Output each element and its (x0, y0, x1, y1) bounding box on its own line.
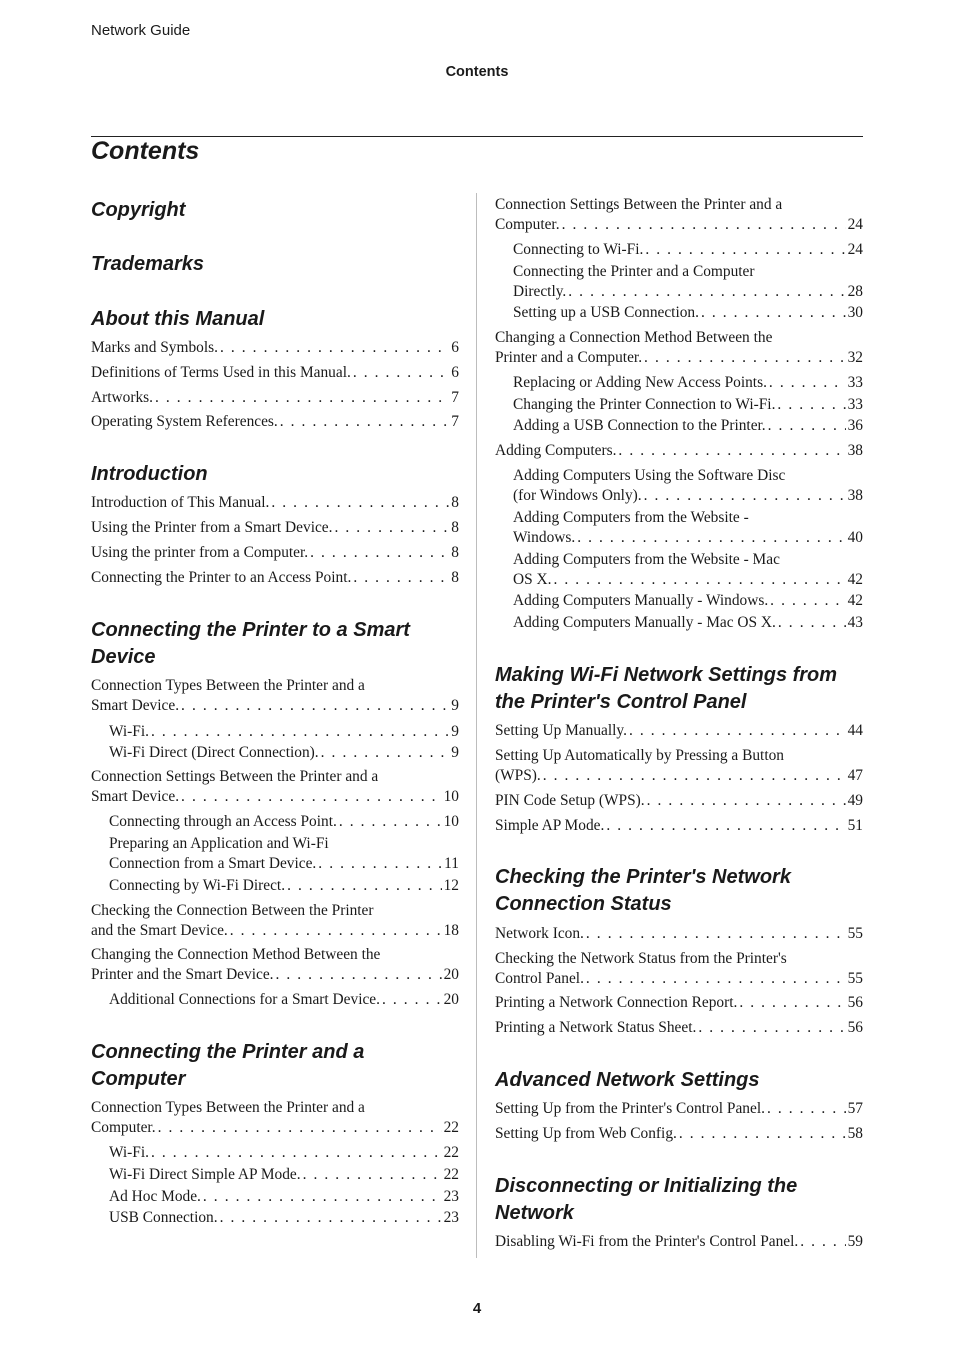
header-rule (91, 136, 863, 137)
toc-entry-text: Checking the Network Status from the Printer's (495, 950, 787, 967)
toc-entry-text: Simple AP Mode. (495, 817, 605, 834)
toc-page-number: 32 (847, 349, 863, 366)
leader-dots (627, 721, 846, 741)
toc-entry-text: Setting Up Automatically by Pressing a Button (495, 747, 784, 764)
toc-heading-trademarks[interactable]: Trademarks (91, 253, 205, 275)
heading-line: Device (91, 646, 156, 668)
toc-entry-text: OS X. (513, 571, 552, 588)
heading-line: Making Wi-Fi Network Settings from (495, 664, 838, 686)
toc-entry-text: Connection Types Between the Printer and a (91, 1099, 365, 1116)
toc-subentry[interactable] (513, 416, 863, 436)
leader-dots (179, 696, 449, 716)
leader-dots (351, 568, 449, 588)
toc-entry[interactable] (91, 568, 459, 588)
toc-entry-text: Computer. (495, 216, 560, 233)
leader-dots (645, 791, 846, 811)
toc-page-number: 22 (443, 1166, 459, 1183)
toc-entry[interactable] (495, 816, 863, 836)
toc-page-number: 10 (443, 813, 459, 830)
leader-dots (153, 388, 449, 408)
toc-subentry[interactable] (109, 990, 459, 1010)
toc-subentry[interactable] (109, 722, 459, 742)
toc-page-number: 38 (847, 442, 863, 459)
toc-page-number: 8 (451, 569, 459, 586)
toc-page-number: 30 (847, 304, 863, 321)
leader-dots (798, 1232, 845, 1252)
toc-entry-text: Additional Connections for a Smart Device. (109, 991, 380, 1008)
toc-entry-text: Replacing or Adding New Access Points. (513, 374, 767, 391)
toc-heading-introduction[interactable]: Introduction (91, 463, 208, 485)
toc-entry-text: Adding Computers Using the Software Disc (513, 467, 786, 484)
toc-page-number: 43 (847, 614, 863, 631)
toc-page-number: 18 (443, 922, 459, 939)
toc-subentry[interactable] (109, 834, 459, 874)
leader-dots (765, 1099, 846, 1119)
leader-dots (643, 240, 845, 260)
heading-line: Network (495, 1202, 574, 1224)
toc-entry[interactable] (495, 791, 863, 811)
toc-page-number: 23 (443, 1188, 459, 1205)
toc-page-number: 44 (847, 722, 863, 739)
toc-page-number: 55 (847, 925, 863, 942)
toc-entry-text: (for Windows Only). (513, 487, 642, 504)
toc-page-number: 20 (443, 991, 459, 1008)
toc-entry[interactable] (495, 924, 863, 944)
toc-page-number: 22 (443, 1144, 459, 1161)
toc-entry-text: Operating System References. (91, 413, 278, 430)
leader-dots (584, 924, 846, 944)
toc-entry-text: Setting Up from the Printer's Control Panel. (495, 1100, 765, 1117)
toc-entry-text: Setting Up from Web Config. (495, 1125, 677, 1142)
toc-entry-text: (WPS). (495, 767, 541, 784)
toc-entry-text: Network Icon. (495, 925, 584, 942)
leader-dots (551, 570, 845, 590)
leader-dots (642, 348, 846, 368)
toc-subentry[interactable] (513, 591, 863, 611)
toc-page-number: 47 (847, 767, 863, 784)
toc-entry-text: Connection Settings Between the Printer and a (91, 768, 379, 785)
toc-entry-text: Wi-Fi Direct (Direct Connection). (109, 744, 319, 761)
toc-heading-connection-status[interactable] (495, 864, 863, 918)
toc-page-number: 42 (847, 592, 863, 609)
toc-entry-text: PIN Code Setup (WPS). (495, 792, 645, 809)
toc-entry[interactable] (495, 746, 863, 786)
running-header-guide: Network Guide (91, 22, 191, 39)
leader-dots (218, 1208, 442, 1228)
toc-page-number: 6 (451, 339, 459, 356)
leader-dots (228, 921, 442, 941)
toc-entry-text: Adding Computers. (495, 442, 617, 459)
leader-dots (616, 441, 845, 461)
toc-subentry[interactable] (513, 395, 863, 415)
leader-dots (351, 363, 449, 383)
leader-dots (380, 990, 442, 1010)
toc-entry[interactable] (495, 993, 863, 1013)
toc-subentry[interactable] (513, 303, 863, 323)
toc-page-number: 58 (847, 1125, 863, 1142)
toc-subentry[interactable] (109, 876, 459, 896)
heading-line: the Printer's Control Panel (495, 691, 747, 713)
leader-dots (737, 993, 845, 1013)
toc-entry-text: Setting Up Manually. (495, 722, 627, 739)
toc-entry-text: Introduction of This Manual. (91, 494, 270, 511)
toc-heading-wifi-settings[interactable] (495, 662, 863, 716)
toc-page-number: 24 (847, 241, 863, 258)
toc-page-number: 56 (847, 1019, 863, 1036)
leader-dots (642, 486, 846, 506)
toc-entry-text: Computer. (91, 1119, 156, 1136)
toc-page-number: 38 (847, 487, 863, 504)
toc-entry-text: Adding Computers from the Website - (513, 509, 749, 526)
leader-dots (269, 493, 449, 513)
page-number: 4 (472, 1300, 482, 1317)
toc-page-number: 33 (847, 396, 863, 413)
leader-dots (274, 965, 442, 985)
toc-entry-text: USB Connection. (109, 1209, 218, 1226)
leader-dots (218, 338, 449, 358)
toc-entry-text: Printing a Network Connection Report. (495, 994, 738, 1011)
toc-entry-text: Setting up a USB Connection. (513, 304, 699, 321)
toc-page-number: 36 (847, 417, 863, 434)
toc-entry-text: Smart Device. (91, 788, 180, 805)
toc-page-number: 55 (847, 970, 863, 987)
heading-line: Computer (91, 1068, 186, 1090)
toc-page-number: 42 (847, 571, 863, 588)
leader-dots (604, 816, 845, 836)
column-divider (476, 193, 477, 1258)
toc-entry-text: Connection Settings Between the Printer and a (495, 196, 783, 213)
toc-subentry[interactable] (109, 1143, 459, 1163)
toc-entry-text: Control Panel. (495, 970, 584, 987)
toc-entry[interactable] (495, 949, 863, 989)
leader-dots (775, 395, 845, 415)
toc-entry[interactable] (91, 543, 459, 563)
leader-dots (768, 591, 845, 611)
heading-line: Disconnecting or Initializing the (495, 1175, 798, 1197)
leader-dots (776, 613, 846, 633)
toc-entry-text: Adding a USB Connection to the Printer. (513, 417, 766, 434)
toc-subentry[interactable] (513, 613, 863, 633)
toc-entry[interactable] (91, 518, 459, 538)
toc-entry[interactable] (495, 1018, 863, 1038)
toc-heading-copyright[interactable]: Copyright (91, 199, 186, 221)
toc-subentry[interactable] (109, 1208, 459, 1228)
toc-entry[interactable] (91, 901, 459, 941)
leader-dots (149, 1143, 442, 1163)
toc-subentry[interactable] (513, 262, 863, 302)
toc-page-number: 49 (847, 792, 863, 809)
toc-entry-text: Connecting to Wi-Fi. (513, 241, 644, 258)
leader-dots (308, 543, 449, 563)
toc-entry-text: Changing a Connection Method Between the (495, 329, 773, 346)
leader-dots (201, 1187, 442, 1207)
toc-entry-text: Wi-Fi. (109, 723, 149, 740)
toc-page-number: 40 (847, 529, 863, 546)
toc-entry[interactable] (91, 676, 459, 716)
toc-heading-computer[interactable] (91, 1039, 459, 1093)
leader-dots (584, 969, 846, 989)
toc-heading-about[interactable]: About this Manual (91, 308, 265, 330)
leader-dots (285, 876, 442, 896)
toc-entry[interactable] (495, 721, 863, 741)
toc-entry-text: Connection from a Smart Device. (109, 855, 317, 872)
toc-entry-text: Changing the Connection Method Between the (91, 946, 381, 963)
toc-entry-text: Connection Types Between the Printer and a (91, 677, 365, 694)
toc-page-number: 8 (451, 494, 459, 511)
toc-entry[interactable] (91, 412, 459, 432)
toc-entry[interactable] (91, 767, 459, 807)
toc-page-number: 9 (451, 697, 459, 714)
toc-subentry[interactable] (109, 743, 459, 763)
toc-page-number: 7 (451, 413, 459, 430)
toc-page-number: 8 (451, 519, 459, 536)
toc-entry-text: Printer and a Computer. (495, 349, 643, 366)
toc-page-number: 57 (847, 1100, 863, 1117)
toc-entry[interactable] (91, 338, 459, 358)
toc-entry-text: Connecting through an Access Point. (109, 813, 337, 830)
leader-dots (575, 528, 845, 548)
toc-entry[interactable] (91, 493, 459, 513)
toc-page-number: 20 (443, 966, 459, 983)
toc-entry-text: Adding Computers Manually - Windows. (513, 592, 769, 609)
toc-entry[interactable] (91, 1098, 459, 1138)
toc-page-number: 59 (847, 1233, 863, 1250)
toc-subentry[interactable] (513, 466, 863, 506)
toc-page-number: 28 (847, 283, 863, 300)
toc-subentry[interactable] (109, 1165, 459, 1185)
toc-page-number: 12 (443, 877, 459, 894)
toc-entry-text: Smart Device. (91, 697, 180, 714)
toc-page-number: 9 (451, 723, 459, 740)
toc-entry-text: Preparing an Application and Wi-Fi (109, 835, 329, 852)
toc-entry[interactable] (91, 945, 459, 985)
heading-line: Connection Status (495, 893, 672, 915)
toc-subentry[interactable] (513, 240, 863, 260)
leader-dots (767, 373, 846, 393)
toc-entry-text: Using the Printer from a Smart Device. (91, 519, 333, 536)
toc-page-number: 23 (443, 1209, 459, 1226)
toc-entry-text: Wi-Fi. (109, 1144, 149, 1161)
toc-entry[interactable] (495, 195, 863, 235)
toc-entry[interactable] (495, 328, 863, 368)
toc-entry[interactable] (495, 1232, 863, 1252)
toc-entry-text: Connecting the Printer to an Access Point. (91, 569, 352, 586)
toc-page-number: 56 (847, 994, 863, 1011)
toc-subentry[interactable] (513, 550, 863, 590)
leader-dots (560, 215, 846, 235)
heading-line: Checking the Printer's Network (495, 866, 791, 888)
toc-entry-text: Connecting by Wi-Fi Direct. (109, 877, 286, 894)
toc-heading-disconnecting[interactable] (495, 1173, 863, 1227)
toc-entry-text: Printing a Network Status Sheet. (495, 1019, 697, 1036)
leader-dots (156, 1118, 442, 1138)
toc-entry-text: Adding Computers from the Website - Mac (513, 551, 780, 568)
toc-entry-text: Changing the Printer Connection to Wi-Fi. (513, 396, 776, 413)
toc-page-number: 8 (451, 544, 459, 561)
toc-entry[interactable] (91, 363, 459, 383)
toc-page-number: 6 (451, 364, 459, 381)
leader-dots (766, 416, 846, 436)
toc-subentry[interactable] (109, 812, 459, 832)
leader-dots (319, 743, 450, 763)
toc-entry-text: Using the printer from a Computer. (91, 544, 309, 561)
toc-entry[interactable] (495, 1099, 863, 1119)
toc-entry[interactable] (91, 388, 459, 408)
toc-subentry[interactable] (513, 508, 863, 548)
toc-page-number: 10 (443, 788, 459, 805)
toc-subentry[interactable] (109, 1187, 459, 1207)
toc-page-number: 9 (451, 744, 459, 761)
toc-page-number: 24 (847, 216, 863, 233)
leader-dots (179, 787, 442, 807)
toc-entry-text: and the Smart Device. (91, 922, 228, 939)
leader-dots (337, 812, 442, 832)
leader-dots (699, 303, 846, 323)
toc-entry-text: Disabling Wi-Fi from the Printer's Control Panel. (495, 1233, 799, 1250)
toc-entry-text: Ad Hoc Mode. (109, 1188, 201, 1205)
toc-heading-advanced[interactable]: Advanced Network Settings (495, 1069, 760, 1091)
toc-page-number: 33 (847, 374, 863, 391)
toc-page-number: 51 (847, 817, 863, 834)
leader-dots (541, 766, 846, 786)
leader-dots (696, 1018, 845, 1038)
leader-dots (149, 722, 449, 742)
toc-entry-text: Marks and Symbols. (91, 339, 218, 356)
toc-entry[interactable] (495, 1124, 863, 1144)
toc-entry-text: Connecting the Printer and a Computer (513, 263, 755, 280)
toc-page-number: 22 (443, 1119, 459, 1136)
toc-entry-text: Adding Computers Manually - Mac OS X. (513, 614, 776, 631)
toc-subentry[interactable] (513, 373, 863, 393)
running-header-section: Contents (445, 64, 509, 80)
toc-page-number: 11 (444, 855, 459, 872)
toc-entry-text: Printer and the Smart Device. (91, 966, 274, 983)
leader-dots (278, 412, 450, 432)
toc-entry-text: Wi-Fi Direct Simple AP Mode. (109, 1166, 301, 1183)
toc-entry-text: Definitions of Terms Used in this Manual. (91, 364, 351, 381)
leader-dots (316, 854, 442, 874)
toc-entry[interactable] (495, 441, 863, 461)
toc-entry-text: Artworks. (91, 389, 153, 406)
leader-dots (333, 518, 450, 538)
toc-page-number: 7 (451, 389, 459, 406)
toc-entry-text: Checking the Connection Between the Printer (91, 902, 374, 919)
toc-heading-smart-device[interactable] (91, 617, 459, 671)
toc-entry-text: Directly. (513, 283, 567, 300)
heading-line: Connecting the Printer and a (91, 1041, 365, 1063)
leader-dots (566, 282, 845, 302)
leader-dots (677, 1124, 846, 1144)
heading-line: Connecting the Printer to a Smart (91, 619, 410, 641)
page-title: Contents (91, 137, 200, 165)
leader-dots (301, 1165, 442, 1185)
toc-entry-text: Windows. (513, 529, 576, 546)
